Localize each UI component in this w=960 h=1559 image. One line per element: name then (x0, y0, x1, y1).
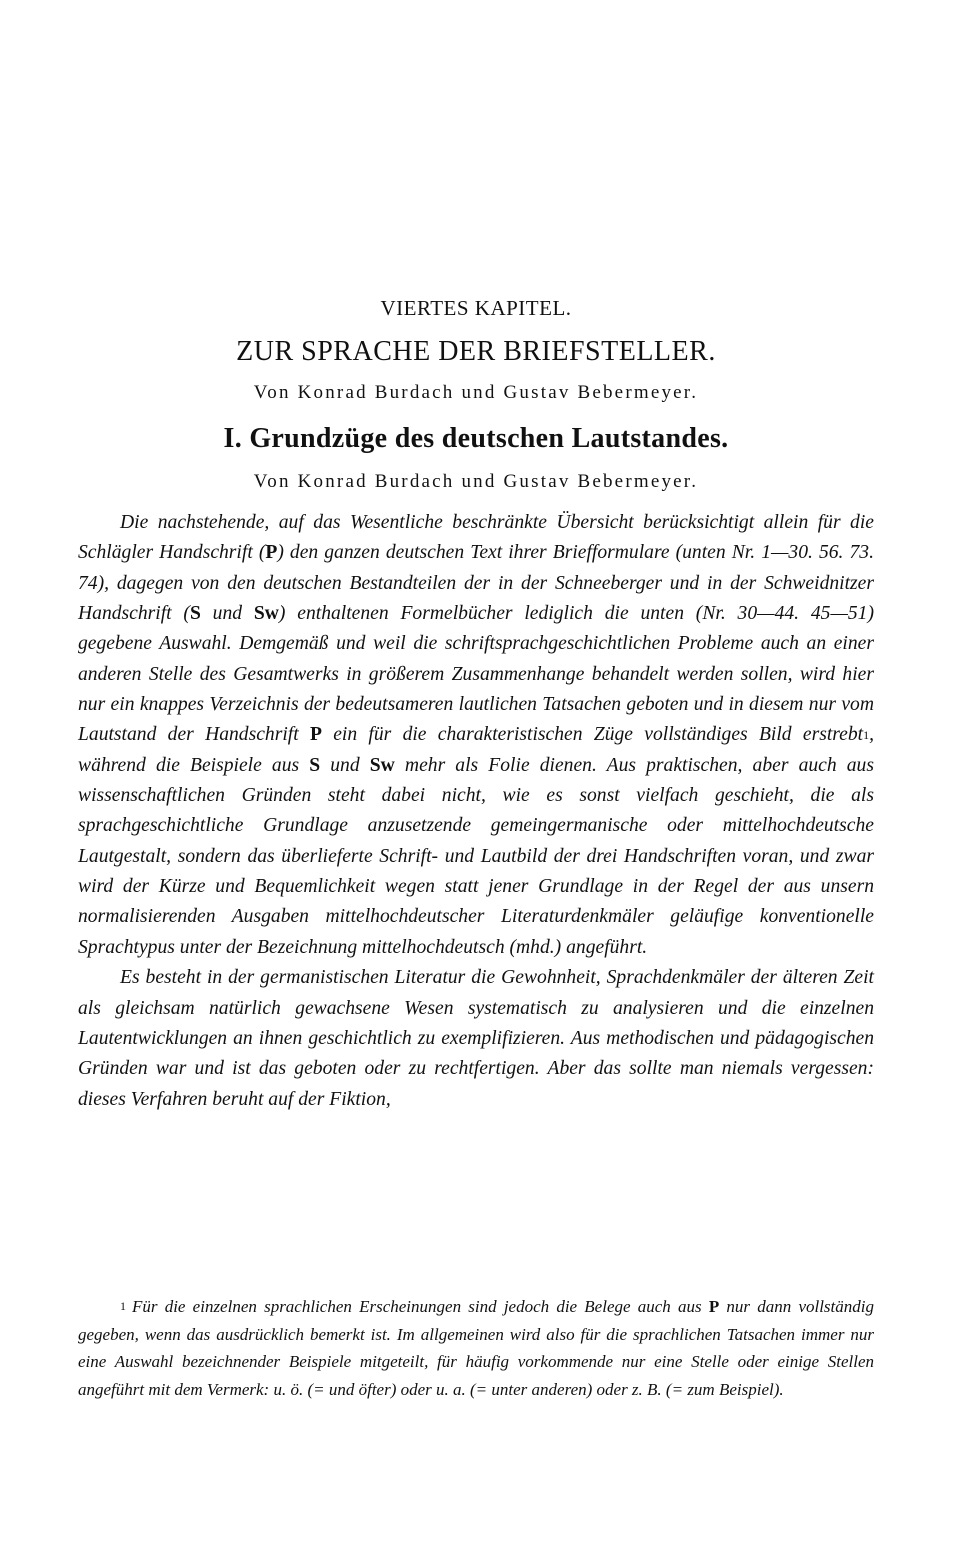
book-page (78, 0, 874, 1559)
text-run: ) den ganzen deutschen Text ihrer Briefformulare (unten Nr. 1—30. 56. 73. 74), dagegen von den deutschen Bestandteilen der in der Schneeberger und in der Schweidnitzer Handschrift ( (78, 542, 875, 625)
text-run: Für die einzelnen sprachlichen Erscheinungen sind jedoch die Belege auch aus (132, 1297, 709, 1316)
footnote (78, 1293, 874, 1403)
footnote-paragraph (78, 1293, 874, 1403)
text-run: nur dann vollständig gegeben, wenn das ausdrücklich bemerkt ist. Im allgemeinen wird also für die sprachlichen Tatsachen immer nur eine Auswahl bezeichnender Beispiele mitgeteilt, für häufig vorkommende nur eine Stelle oder einige Stellen angeführt mit dem Vermerk: u. ö. (= und öfter) oder u. a. (= unter anderen) oder z. B. (= zum Beispiel). (78, 1297, 874, 1399)
chapter-title: ZUR SPRACHE DER BRIEFSTELLER. (236, 336, 716, 367)
text-run: und (200, 603, 254, 625)
manuscript-siglum-s: S (309, 754, 321, 776)
section-title: I. Grundzüge des deutschen Lautstandes. (223, 423, 729, 454)
text-run: ) enthaltenen Formelbücher lediglich die unten (Nr. 30—44. 45—51) gegebene Auswahl. Demgemäß und weil die schriftsprachgeschichtlichen Probleme auch an einer anderen Stelle des Gesamtwerks in größerem Zusammenhange behandelt werden sollen, wird hier nur ein knappes Verzeichnis der bedeutsameren lautlichen Tatsachen geboten und in diesem nur vom Lautstand der Handschrift (78, 603, 874, 746)
manuscript-siglum-sw: Sw (369, 754, 395, 776)
text-run: Die nachstehende, auf das Wesentliche beschränkte Übersicht berücksichtigt allein für die Schlägler Handschrift ( (78, 512, 874, 564)
text-run: mehr als Folie dienen. Aus praktischen, aber auch aus wissenschaftlichen Gründen steht dabei nicht, wie es sonst vielfach geschieht, die als sprachgeschichtliche Grundlage anzusetzende gemeingermanische oder mittelhochdeutsche Lautgestalt, sondern das überlieferte Schrift- und Lautbild der drei Handschriften voran, und zwar wird der Kürze und Bequemlichkeit wegen statt jener Grundlage in der Regel der aus unsern normalisierenden Ausgaben mittelhochdeutscher Literaturdenkmäler geläufige konventionelle Sprachtypus unter der Bezeichnung mittelhochdeutsch (mhd.) angeführt. (78, 754, 874, 958)
footnote-marker: 1 (120, 1299, 126, 1313)
manuscript-siglum-p: P (708, 1297, 720, 1316)
manuscript-siglum-p: P (309, 724, 322, 746)
manuscript-siglum-s: S (189, 603, 201, 625)
manuscript-siglum-p: P (265, 542, 278, 564)
chapter-heading: VIERTES KAPITEL. (380, 296, 572, 320)
section-authors: Von Konrad Burdach und Gustav Bebermeyer. (253, 471, 699, 492)
footnote-reference[interactable]: 1 (863, 728, 870, 743)
paragraph-1 (78, 508, 874, 963)
body-text (78, 508, 874, 1115)
chapter-authors: Von Konrad Burdach und Gustav Bebermeyer. (253, 382, 699, 403)
text-run: ein für die charakteristischen Züge vollständiges Bild erstrebt (321, 724, 864, 746)
paragraph-2: Es besteht in der germanistischen Literatur die Gewohnheit, Sprachdenkmäler der älteren Zeit als gleichsam natürlich gewachsene Wesen systematisch zu analysieren und die einzelnen Lautentwicklungen an ihnen geschichtlich zu exemplifizieren. Aus methodischen und pädagogischen Gründen war und ist das geboten oder zu rechtfertigen. Aber das sollte man niemals vergessen: dieses Verfahren beruht auf der Fiktion, (78, 967, 874, 1110)
text-run: und (320, 754, 370, 776)
text-run: , während die Beispiele aus (78, 724, 875, 776)
manuscript-siglum-sw: Sw (253, 603, 279, 625)
